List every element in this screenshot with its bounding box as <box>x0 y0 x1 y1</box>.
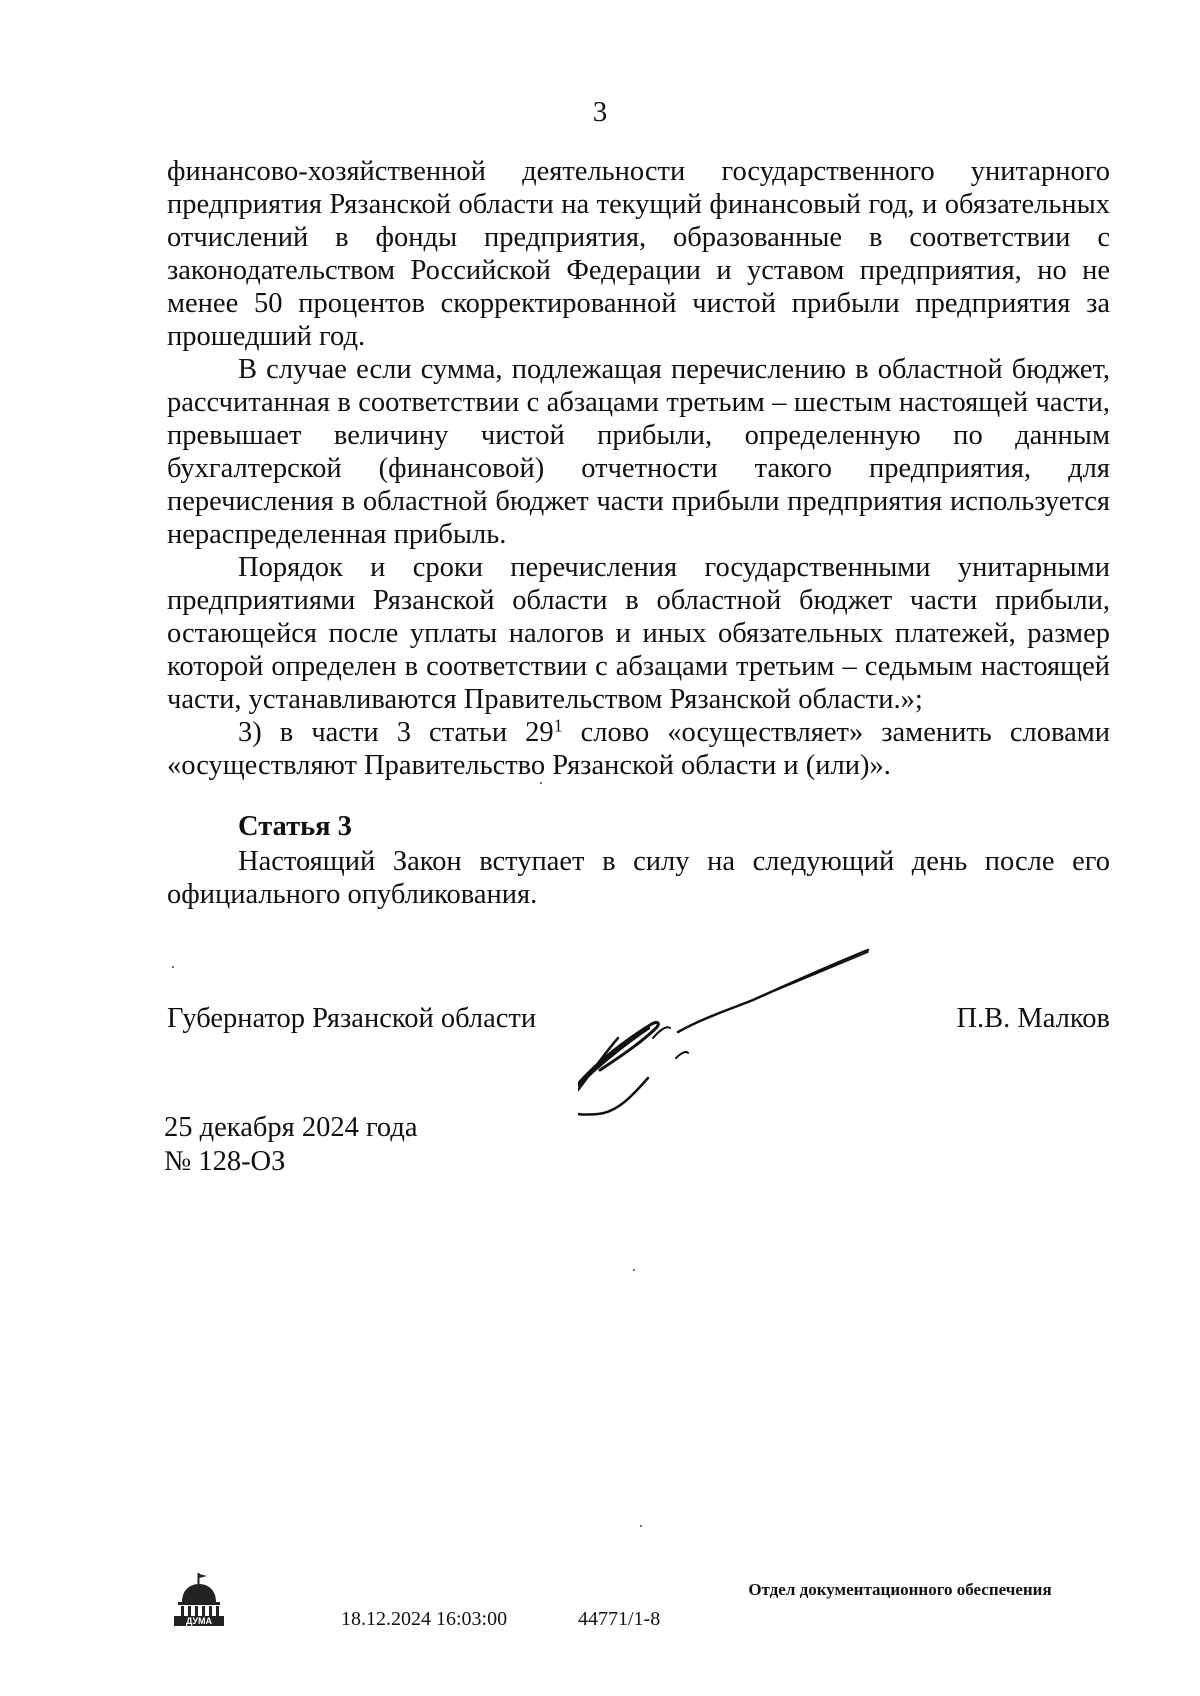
svg-text:ДУМА: ДУМА <box>185 1616 213 1626</box>
footer-document-code: 44771/1-8 <box>578 1608 661 1630</box>
scan-speck <box>540 782 542 784</box>
item3-superscript: 1 <box>553 715 563 736</box>
item3-text-start: 3) в части 3 статьи 29 <box>238 717 554 748</box>
paragraph-procedure: Порядок и сроки перечисления государственными унитарными предприятиями Рязанской области в областной бюджет части прибыли, остающейся после уплаты налогов и иных обязательных платежей, размер которой определен в соответствии с абзацами третьим – седьмым настоящей части, устанавливаются Правительством Рязанской области.»; <box>167 552 1110 715</box>
footer-department: Отдел документационного обеспечения <box>748 1580 1052 1599</box>
law-number: № 128-ОЗ <box>164 1146 286 1177</box>
paragraph-item-3 <box>167 716 1110 782</box>
article-text <box>167 845 1110 911</box>
handwritten-signature <box>578 920 943 1120</box>
page-number: 3 <box>592 96 608 128</box>
scan-speck <box>172 966 174 968</box>
footer-datetime: 18.12.2024 16:03:00 <box>341 1608 508 1630</box>
paragraph-net-profit: В случае если сумма, подлежащая перечислению в областной бюджет, рассчитанная в соответствии с абзацами третьим – шестым настоящей части, превышает величину чистой прибыли, определенную по данным бухгалтерской (финансовой) отчетности такого предприятия, для перечисления в областной бюджет части прибыли предприятия используется нераспределенная прибыль. <box>167 354 1110 550</box>
paragraph-continuation: финансово-хозяйственной деятельности государственного унитарного предприятия Рязанской области на текущий финансовый год, и обязательных отчислений в фонды предприятия, образованные в соответствии с законодательством Российской Федерации и уставом предприятия, но не менее 50 процентов скорректированной чистой прибыли предприятия за прошедший год. <box>167 156 1110 352</box>
scan-speck <box>633 1269 635 1271</box>
law-date: 25 декабря 2024 года <box>164 1112 418 1143</box>
governor-name: П.В. Малков <box>956 1003 1110 1034</box>
article-paragraph: Настоящий Закон вступает в силу на следующий день после его официального опубликования. <box>167 846 1110 910</box>
document-body <box>167 155 1110 782</box>
governor-title: Губернатор Рязанской области <box>167 1003 537 1034</box>
article-heading: Статья 3 <box>238 811 352 842</box>
scan-speck <box>640 1525 642 1527</box>
duma-logo-icon <box>172 1572 226 1628</box>
item3-text-end: слово «осуществляет» заменить словами «осуществляют Правительство Рязанской области и (или)». <box>167 717 1111 781</box>
